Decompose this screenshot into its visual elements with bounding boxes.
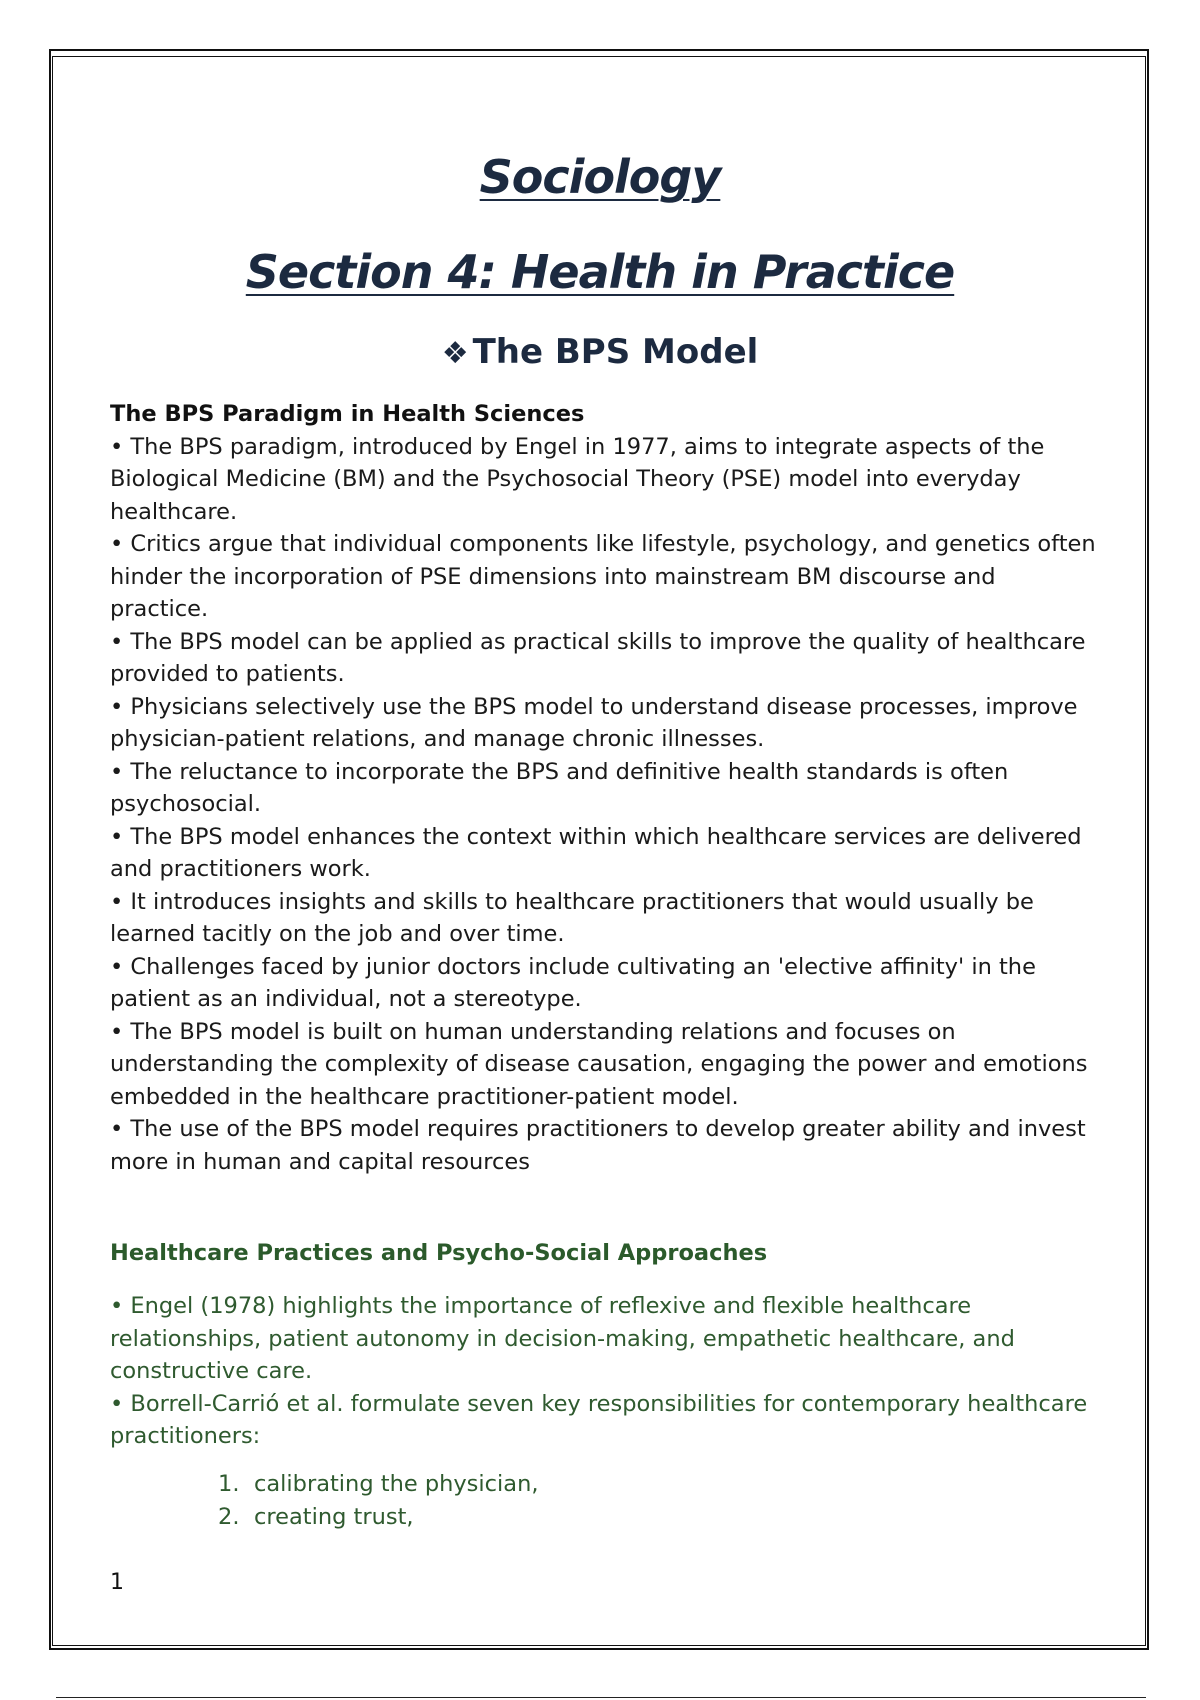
list-item-text: calibrating the physician,: [254, 1471, 539, 1497]
paradigm-section: [110, 398, 1100, 1178]
page-number: 1: [110, 1570, 124, 1595]
paradigm-bullet: • Physicians selectively use the BPS model to understand disease processes, improve physician-patient relations, and manage chronic illnesses.: [110, 693, 1078, 752]
section-heading: [0, 332, 1200, 372]
bottom-rule: [56, 1697, 1146, 1698]
paradigm-bullet: • The use of the BPS model requires practitioners to develop greater ability and invest more in human and capital resources: [110, 1116, 1086, 1175]
responsibilities-list: [218, 1468, 538, 1533]
paradigm-bullet: • Critics argue that individual components like lifestyle, psychology, and genetics often hinder the incorporation of PSE dimensions into mainstream BM discourse and practice.: [110, 531, 1096, 622]
section-heading-text: The BPS Model: [472, 332, 759, 372]
paradigm-bullet: • The BPS model can be applied as practical skills to improve the quality of healthcare provided to patients.: [110, 628, 1086, 687]
paradigm-bullet: • It introduces insights and skills to healthcare practitioners that would usually be learned tacitly on the job and over time.: [110, 888, 1034, 947]
list-item: [218, 1468, 538, 1501]
paradigm-bullet: • The reluctance to incorporate the BPS and definitive health standards is often psychosocial.: [110, 758, 1009, 817]
paradigm-bullet: • The BPS model is built on human understanding relations and focuses on understanding the complexity of disease causation, engaging the power and emotions embedded in the healthcare practitioner-patient model.: [110, 1018, 1088, 1110]
list-item: [218, 1501, 538, 1534]
paradigm-bullet: • Challenges faced by junior doctors include cultivating an 'elective affinity' in the patient as an individual, not a stereotype.: [110, 953, 1036, 1012]
practices-bullet: • Engel (1978) highlights the importance of reflexive and flexible healthcare relationships, patient autonomy in decision-making, empathetic healthcare, and constructive care.: [110, 1293, 1015, 1384]
document-subtitle: Section 4: Health in Practice: [245, 245, 955, 299]
list-item-text: creating trust,: [254, 1503, 414, 1530]
practices-section: [110, 1290, 1100, 1453]
document-title: Sociology: [479, 150, 721, 204]
list-item-number: 1.: [218, 1471, 240, 1497]
diamond-icon: ❖: [441, 336, 469, 371]
practices-bullet: • Borrell-Carrió et al. formulate seven key responsibilities for contemporary healthcare practitioners:: [110, 1390, 1088, 1449]
paradigm-bullet: • The BPS model enhances the context within which healthcare services are delivered and practitioners work.: [110, 823, 1082, 882]
paradigm-heading: The BPS Paradigm in Health Sciences: [110, 401, 585, 427]
list-item-number: 2.: [218, 1503, 240, 1530]
practices-heading: Healthcare Practices and Psycho-Social Approaches: [110, 1240, 768, 1266]
paradigm-bullet: • The BPS paradigm, introduced by Engel in 1977, aims to integrate aspects of the Biological Medicine (BM) and the Psychosocial Theory (PSE) model into everyday healthcare.: [110, 433, 1045, 525]
